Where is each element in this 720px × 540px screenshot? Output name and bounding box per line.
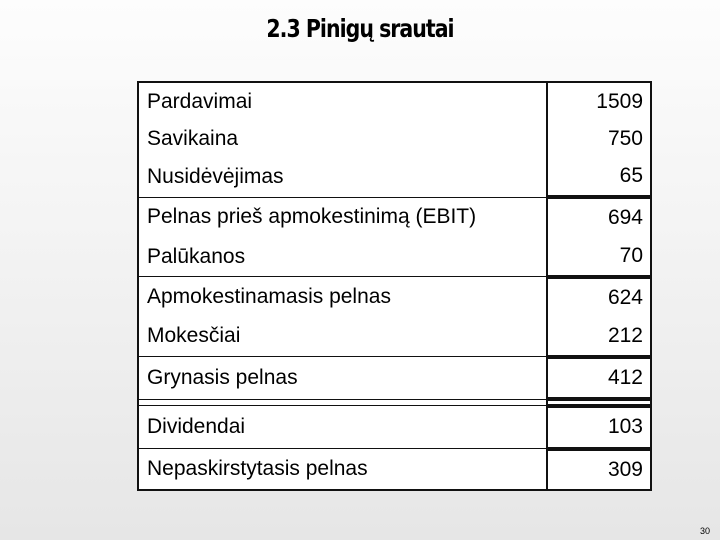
table-row — [138, 357, 651, 400]
row-label: Savikaina — [138, 120, 547, 157]
row-label: Pardavimai — [138, 82, 547, 120]
row-label: Nusidėvėjimas — [138, 157, 547, 197]
row-label: Grynasis pelnas — [138, 357, 547, 400]
table-row — [138, 406, 651, 449]
row-value: 1509 — [547, 82, 651, 120]
row-label: Apmokestinamasis pelnas — [138, 277, 547, 317]
table-row — [138, 120, 651, 157]
row-label: Nepaskirstytasis pelnas — [138, 449, 547, 490]
row-label: Palūkanos — [138, 237, 547, 277]
row-value: 65 — [547, 157, 651, 197]
table-row — [138, 317, 651, 357]
table-row — [138, 449, 651, 490]
table-row — [138, 197, 651, 237]
cash-flow-table-container — [137, 81, 650, 491]
row-value: 750 — [547, 120, 651, 157]
row-value: 412 — [547, 357, 651, 400]
row-value: 694 — [547, 197, 651, 237]
row-value: 212 — [547, 317, 651, 357]
page-number: 30 — [699, 526, 710, 536]
row-value: 70 — [547, 237, 651, 277]
row-label: Mokesčiai — [138, 317, 547, 357]
table-row — [138, 277, 651, 317]
row-label: Pelnas prieš apmokestinimą (EBIT) — [138, 197, 547, 237]
table-row — [138, 237, 651, 277]
table-row — [138, 82, 651, 120]
cash-flow-table — [137, 81, 652, 491]
table-row — [138, 157, 651, 197]
slide-title: 2.3 Pinigų srautai — [266, 14, 454, 43]
row-value: 103 — [547, 406, 651, 449]
row-label: Dividendai — [138, 406, 547, 449]
row-value: 624 — [547, 277, 651, 317]
row-value: 309 — [547, 449, 651, 490]
